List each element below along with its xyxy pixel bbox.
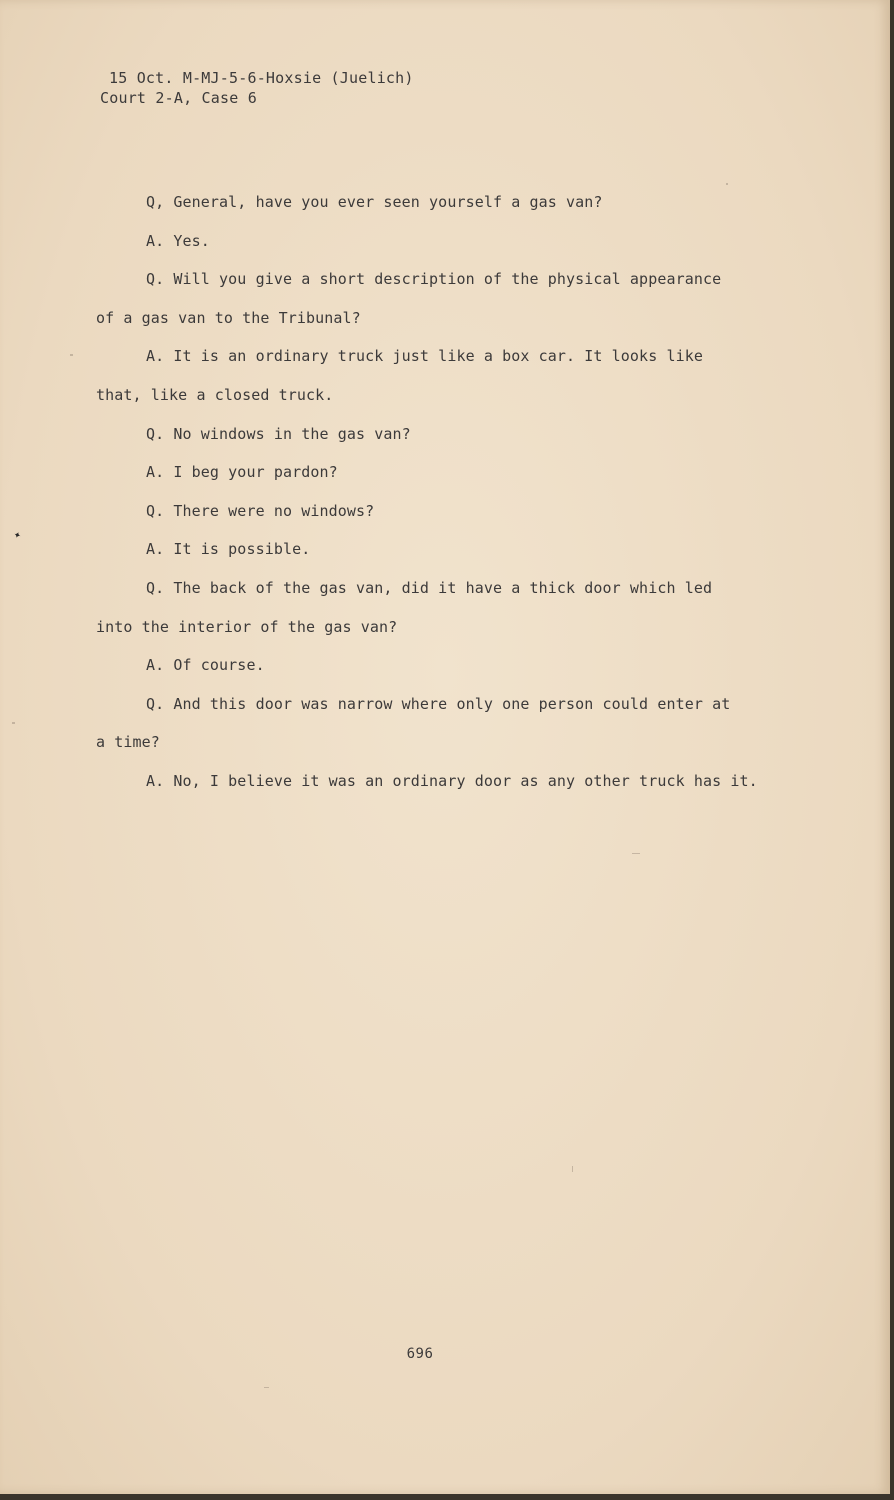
- transcript-line: Q. There were no windows?: [146, 501, 375, 520]
- paper-speck: [264, 1387, 269, 1388]
- transcript-line: Q, General, have you ever seen yourself a gas van?: [146, 193, 603, 211]
- transcript-line: Q. No windows in the gas van?: [146, 424, 411, 443]
- document-header: [100, 68, 414, 108]
- transcript-line: A. It is possible.: [146, 540, 311, 559]
- transcript-line: of a gas van to the Tribunal?: [96, 308, 361, 327]
- transcript-line: a time?: [96, 733, 160, 752]
- transcript-line: A. No, I believe it was an ordinary door as any other truck has it.: [146, 771, 758, 790]
- transcript-line: A. I beg your pardon?: [146, 463, 338, 482]
- transcript-line: A. Of course.: [146, 656, 265, 675]
- paper-speck: [726, 183, 728, 185]
- paper-speck: [70, 354, 73, 356]
- transcript-line: into the interior of the gas van?: [96, 617, 398, 636]
- transcript-line: that, like a closed truck.: [96, 385, 334, 404]
- header-court-case: Court 2-A, Case 6: [100, 89, 257, 107]
- transcript-line: Q. The back of the gas van, did it have a thick door which led: [146, 578, 713, 597]
- paper-speck: [572, 1166, 573, 1172]
- transcript-line: A. Yes.: [146, 231, 210, 250]
- transcript-line: A. It is an ordinary truck just like a box car. It looks like: [146, 347, 703, 366]
- margin-mark: ✦: [11, 526, 24, 543]
- paper-speck: [12, 722, 15, 724]
- transcript-line: Q. And this door was narrow where only one person could enter at: [146, 694, 731, 713]
- header-date-reference: 15 Oct. M-MJ-5-6-Hoxsie (Juelich): [109, 69, 414, 87]
- transcript-body: [96, 183, 816, 801]
- paper-speck: [632, 853, 640, 854]
- transcript-line: Q. Will you give a short description of the physical appearance: [146, 270, 722, 289]
- page-number: 696: [406, 1346, 434, 1362]
